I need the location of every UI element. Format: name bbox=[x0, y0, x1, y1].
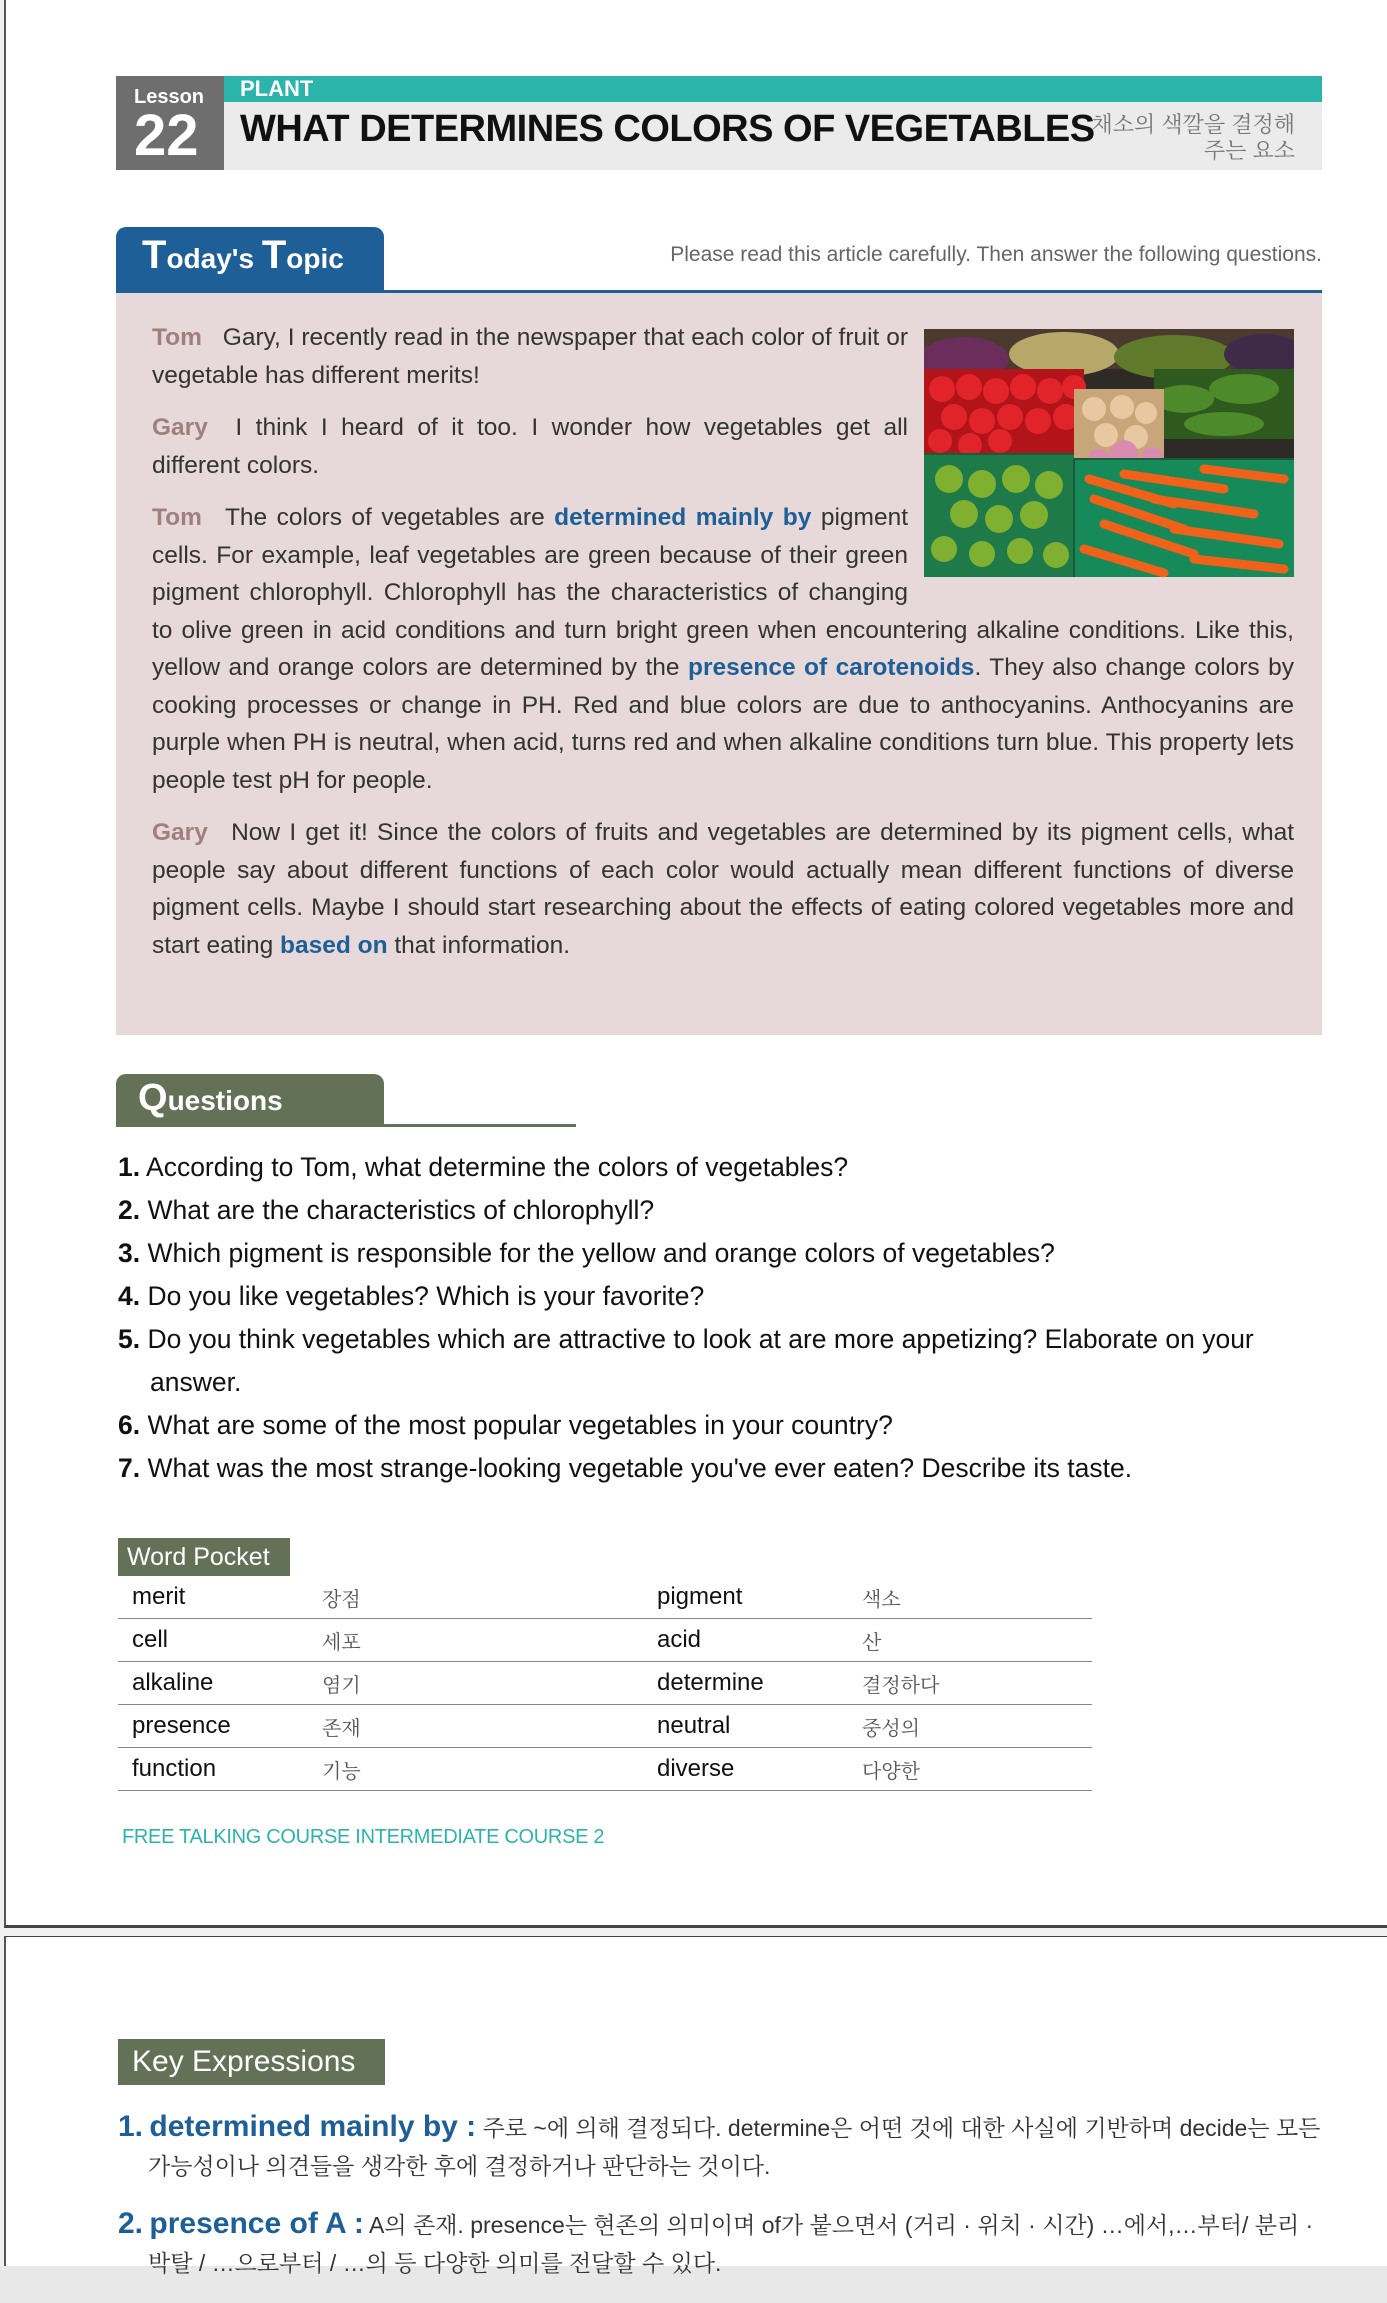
key-expressions-list bbox=[118, 2108, 1328, 2302]
table-row bbox=[118, 1748, 1092, 1791]
table-row bbox=[118, 1619, 1092, 1662]
vocab-meaning: 장점 bbox=[322, 1576, 657, 1619]
paragraph-text: I think I heard of it too. I wonder how vegetables get all different colors. bbox=[152, 414, 908, 479]
todays-topic-heading: Today's Topic bbox=[142, 233, 344, 277]
vocab-meaning: 산 bbox=[862, 1619, 1092, 1662]
lesson-badge bbox=[116, 76, 224, 170]
todays-topic-tab bbox=[116, 227, 384, 291]
article-paragraph-4 bbox=[152, 814, 1294, 964]
course-footer: FREE TALKING COURSE INTERMEDIATE COURSE 2 bbox=[122, 1826, 605, 1848]
questions-tab bbox=[116, 1074, 384, 1126]
question-item: 4. Do you like vegetables? Which is your favorite? bbox=[118, 1281, 705, 1311]
key-expression-explanation: A의 존재. presence는 현존의 의미이며 of가 붙으면서 (거리 · 위치 · 시간) …에서,…부터/ 분리 · 박탈 / …으로부터 / …의 등 다양한 의미를 전달할 수 있다. bbox=[148, 2212, 1314, 2276]
key-expression-number: 1. bbox=[118, 2110, 144, 2143]
key-expression-explanation: 주로 ~에 의해 결정되다. determine은 어떤 것에 대한 사실에 기반하며 decide는 모든 가능성이나 의견들을 생각한 후에 결정하거나 판단하는 것이다. bbox=[148, 2115, 1321, 2179]
vocab-meaning: 중성의 bbox=[862, 1705, 1092, 1748]
paragraph-text: The colors of vegetables are bbox=[224, 504, 555, 531]
speaker-gary: Gary bbox=[152, 819, 208, 846]
vocab-meaning: 염기 bbox=[322, 1662, 657, 1705]
vocab-meaning: 세포 bbox=[322, 1619, 657, 1662]
questions-heading: Questions bbox=[138, 1077, 283, 1119]
key-expression-term: determined mainly by : bbox=[149, 2110, 477, 2143]
key-phrase-based-on: based on bbox=[280, 931, 388, 959]
lesson-label: Lesson bbox=[134, 86, 205, 108]
category-bar bbox=[224, 76, 1322, 102]
category-label: PLANT bbox=[240, 76, 314, 101]
page-title: WHAT DETERMINES COLORS OF VEGETABLES bbox=[240, 108, 1095, 150]
vocab-meaning: 다양한 bbox=[862, 1748, 1092, 1791]
lesson-number: 22 bbox=[134, 103, 199, 168]
vocab-word: determine bbox=[657, 1662, 862, 1705]
speaker-gary: Gary bbox=[152, 414, 208, 441]
table-row bbox=[118, 1705, 1092, 1748]
question-list bbox=[118, 1146, 1333, 1490]
question-item: 6. What are some of the most popular vegetables in your country? bbox=[118, 1410, 893, 1440]
table-row bbox=[118, 1576, 1092, 1619]
paragraph-text: that information. bbox=[387, 931, 571, 959]
article-text bbox=[152, 319, 1294, 979]
question-item: 2. What are the characteristics of chlorophyll? bbox=[118, 1195, 655, 1225]
speaker-tom: Tom bbox=[152, 504, 202, 531]
question-item: 1. According to Tom, what determine the colors of vegetables? bbox=[118, 1152, 849, 1182]
vocab-word: presence bbox=[118, 1705, 322, 1748]
table-row bbox=[118, 1662, 1092, 1705]
vocab-meaning: 존재 bbox=[322, 1705, 657, 1748]
paragraph-text: Gary, I recently read in the newspaper that each color of fruit or vegetable has different merits! bbox=[152, 324, 909, 389]
article-box bbox=[116, 293, 1322, 1035]
vocab-word: neutral bbox=[657, 1705, 862, 1748]
instruction-text: Please read this article carefully. Then answer the following questions. bbox=[670, 243, 1322, 266]
korean-title: 채소의 색깔을 결정해 주는 요소 bbox=[1091, 112, 1295, 163]
question-item: 7. What was the most strange-looking vegetable you've ever eaten? Describe its taste. bbox=[118, 1453, 1133, 1483]
vocab-word: acid bbox=[657, 1619, 862, 1662]
key-expressions-heading: Key Expressions bbox=[118, 2039, 385, 2085]
vocab-word: cell bbox=[118, 1619, 322, 1662]
key-phrase-presence-of-carotenoids: presence of carotenoids bbox=[687, 654, 975, 681]
paragraph-text: Now I get it! Since the colors of fruits and vegetables are determined by its pigment cells, what people say about different functions of each color would actually mean different functions of diverse pigment cells. Maybe I should start researching about the effects of eating colored vegetables more and start eating bbox=[152, 819, 1295, 959]
questions-divider bbox=[116, 1124, 576, 1127]
vocab-word: alkaline bbox=[118, 1662, 322, 1705]
question-item: 5. Do you think vegetables which are attractive to look at are more appetizing? Elaborate on your answer. bbox=[118, 1324, 1254, 1397]
paragraph-text: pigment cells. For example, leaf vegetables are green because of their green pigment chlorophyll. Chlorophyll has the characteristics of changing to olive green in acid conditions and turn bright green when encountering alkaline conditions. Like this, yellow and orange colors are determined by the bbox=[152, 504, 1294, 681]
key-expression-item bbox=[118, 2205, 1328, 2282]
key-phrase-determined-mainly-by: determined mainly by bbox=[554, 504, 812, 531]
vocab-meaning: 기능 bbox=[322, 1748, 657, 1791]
vocab-word: pigment bbox=[657, 1576, 862, 1619]
vocab-word: function bbox=[118, 1748, 322, 1791]
vocab-word: diverse bbox=[657, 1748, 862, 1791]
key-expression-number: 2. bbox=[118, 2207, 144, 2240]
key-expression-term: presence of A : bbox=[149, 2207, 364, 2240]
question-item: 3. Which pigment is responsible for the yellow and orange colors of vegetables? bbox=[118, 1238, 1055, 1268]
vocab-word: merit bbox=[118, 1576, 322, 1619]
word-pocket-heading: Word Pocket bbox=[118, 1538, 290, 1576]
word-pocket-table bbox=[118, 1576, 1092, 1791]
speaker-tom: Tom bbox=[152, 324, 202, 351]
paragraph-text: . They also change colors by cooking processes or change in PH. Red and blue colors are due to anthocyanins. Anthocyanins are purple when PH is neutral, when acid, turns red and when alkaline conditions turn blue. This property lets people test pH for people. bbox=[152, 654, 1294, 794]
vegetable-market-photo bbox=[924, 329, 1294, 577]
vocab-meaning: 결정하다 bbox=[862, 1662, 1092, 1705]
vegetable-market-image bbox=[924, 329, 1294, 577]
vocab-meaning: 색소 bbox=[862, 1576, 1092, 1619]
key-expression-item bbox=[118, 2108, 1328, 2185]
